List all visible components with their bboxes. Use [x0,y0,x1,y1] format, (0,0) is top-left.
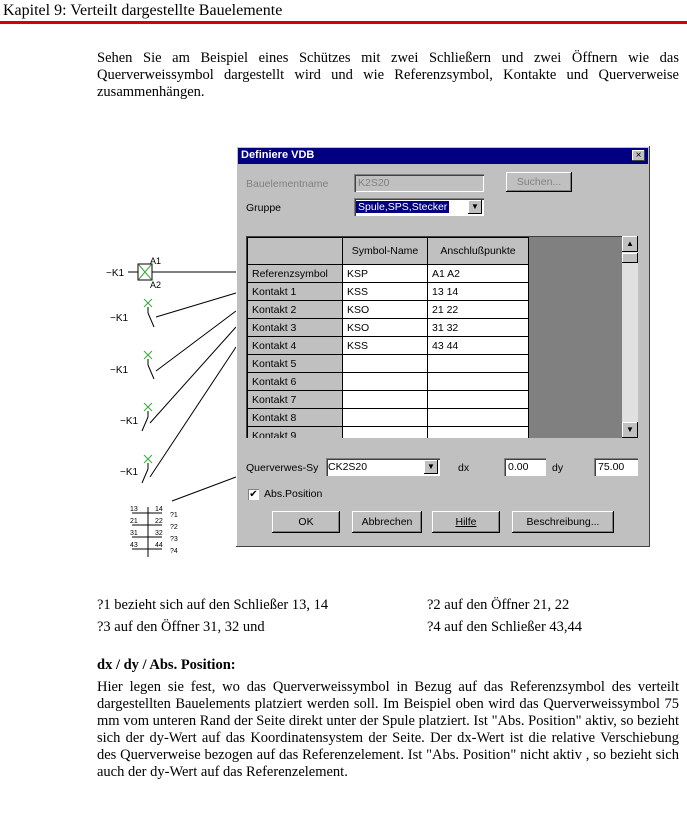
symbol-cell[interactable] [343,409,428,427]
chevron-down-icon[interactable]: ▼ [424,460,438,474]
gruppe-select[interactable] [354,198,484,216]
bauelementname-field[interactable]: K2S20 [354,174,484,192]
xref-a-1: 21 [130,518,138,525]
querverweis-label: Querverwes-Sy [246,462,319,474]
xref-c-1: ?2 [170,524,178,531]
corner-header [248,238,343,265]
xref-b-3: 44 [155,542,163,549]
anschluss-cell[interactable]: 43 44 [428,337,529,355]
symbol-cell[interactable] [343,373,428,391]
dialog-title: Definiere VDB [241,149,315,161]
anschluss-cell[interactable]: 31 32 [428,319,529,337]
chapter-title: Kapitel 9: Verteilt dargestellte Bauelemente [3,2,283,19]
k1-label-4: −K1 [120,467,139,478]
k1-label-coil: −K1 [106,268,125,279]
row-header: Kontakt 6 [248,373,343,391]
k1-label-2: −K1 [110,365,129,376]
symbol-cell[interactable] [343,391,428,409]
page-header [0,0,687,24]
xref-b-2: 32 [155,530,163,537]
a2-label: A2 [150,280,162,290]
k1-label-1: −K1 [110,313,129,324]
section-body: Hier legen sie fest, wo das Querverweissymbol in Bezug auf das Referenzsymbol des verteilt dargestellten Bauelements platziert werden soll. Im Beispiel oben wird das Querverweissymbol 75 mm vom unteren Rand der Seite direkt unter der Spule platziert. Ist "Abs. Position" aktiv, so bezieht sich der dy-Wert auf das Koordinatensystem der Seite. Der dx-Wert ist die relative Verschiebung des Querverweise bezogen auf das Referenzelement. Ist "Abs. Position" nicht aktiv , so bezieht sich auch der dy-Wert auf das Referenzelement. [97,679,679,780]
anschluss-cell[interactable]: 13 14 [428,283,529,301]
row-header: Kontakt 5 [248,355,343,373]
anschluss-cell[interactable]: A1 A2 [428,265,529,283]
ref-3: ?3 auf den Öffner 31, 32 und [97,619,265,635]
anschluss-cell[interactable] [428,427,529,439]
querverweis-value: CK2S20 [328,461,368,473]
section-heading: dx / dy / Abs. Position: [97,657,236,673]
row-header: Kontakt 3 [248,319,343,337]
anschluss-cell[interactable] [428,373,529,391]
beschreibung-button[interactable]: Beschreibung... [512,511,614,533]
anschluss-cell[interactable] [428,355,529,373]
dx-field[interactable]: 0.00 [504,458,546,476]
row-header: Kontakt 2 [248,301,343,319]
scroll-thumb[interactable] [622,253,638,263]
ref-4: ?4 auf den Schließer 43,44 [427,619,583,635]
dy-label: dy [552,462,564,474]
grid-row [248,409,529,427]
grid-row [248,283,529,301]
abbrechen-button[interactable]: Abbrechen [352,511,422,533]
dy-field[interactable]: 75.00 [594,458,638,476]
a1-label: A1 [150,256,162,266]
ok-button[interactable]: OK [272,511,340,533]
abs-position-checkbox[interactable]: ✔ [249,489,258,500]
vdb-table [247,237,529,438]
grid-row [248,265,529,283]
row-header: Kontakt 1 [248,283,343,301]
anschluss-cell[interactable] [428,391,529,409]
symbol-cell[interactable]: KSO [343,319,428,337]
header-rule [0,21,687,24]
xref-a-0: 13 [130,506,138,513]
xref-c-2: ?3 [170,536,178,543]
xref-a-2: 31 [130,530,138,537]
xref-a-3: 43 [130,542,138,549]
bauelementname-label: Bauelementname [246,178,329,190]
symbol-cell[interactable] [343,355,428,373]
k1-label-3: −K1 [120,416,139,427]
dialog-titlebar [238,148,648,164]
symbol-cell[interactable]: KSO [343,301,428,319]
xref-b-0: 14 [155,506,163,513]
grid-row [248,355,529,373]
vdb-grid [246,236,638,438]
dx-label: dx [458,462,470,474]
gruppe-selected-value: Spule,SPS,Stecker [358,201,448,213]
schematic-drawing [100,255,240,565]
col-header-anschluss: Anschlußpunkte [428,238,529,265]
grid-scrollbar[interactable] [622,236,638,438]
anschluss-cell[interactable]: 21 22 [428,301,529,319]
grid-row [248,319,529,337]
abs-position-label: Abs.Position [264,488,323,500]
symbol-cell[interactable]: KSS [343,283,428,301]
row-header: Kontakt 9 [248,427,343,439]
define-vdb-dialog [236,146,650,547]
xref-c-3: ?4 [170,548,178,555]
row-header: Kontakt 4 [248,337,343,355]
grid-row [248,391,529,409]
grid-row [248,427,529,439]
grid-row [248,373,529,391]
row-header: Kontakt 8 [248,409,343,427]
xref-c-0: ?1 [170,512,178,519]
symbol-cell[interactable] [343,427,428,439]
close-icon[interactable]: × [632,150,645,161]
ref-2: ?2 auf den Öffner 21, 22 [427,597,570,613]
row-header: Referenzsymbol [248,265,343,283]
chevron-down-icon[interactable]: ▼ [468,200,482,214]
ref-1: ?1 bezieht sich auf den Schließer 13, 14 [97,597,329,613]
col-header-symbol: Symbol-Name [343,238,428,265]
hilfe-button[interactable]: Hilfe [432,511,500,533]
xref-b-1: 22 [155,518,163,525]
symbol-cell[interactable]: KSP [343,265,428,283]
scroll-down-icon[interactable]: ▼ [622,422,638,438]
intro-paragraph: Sehen Sie am Beispiel eines Schützes mit zwei Schließern und zwei Öffnern wie das Querverweissymbol dargestellt wird und wie Referenzsymbol, Kontakte und Querverweise zusammenhängen. [97,50,679,100]
grid-row [248,337,529,355]
row-header: Kontakt 7 [248,391,343,409]
grid-row [248,301,529,319]
anschluss-cell[interactable] [428,409,529,427]
gruppe-label: Gruppe [246,202,282,214]
suchen-button[interactable]: Suchen... [506,172,572,192]
symbol-cell[interactable]: KSS [343,337,428,355]
querverweis-select[interactable] [326,458,440,476]
scroll-up-icon[interactable]: ▲ [622,236,638,252]
